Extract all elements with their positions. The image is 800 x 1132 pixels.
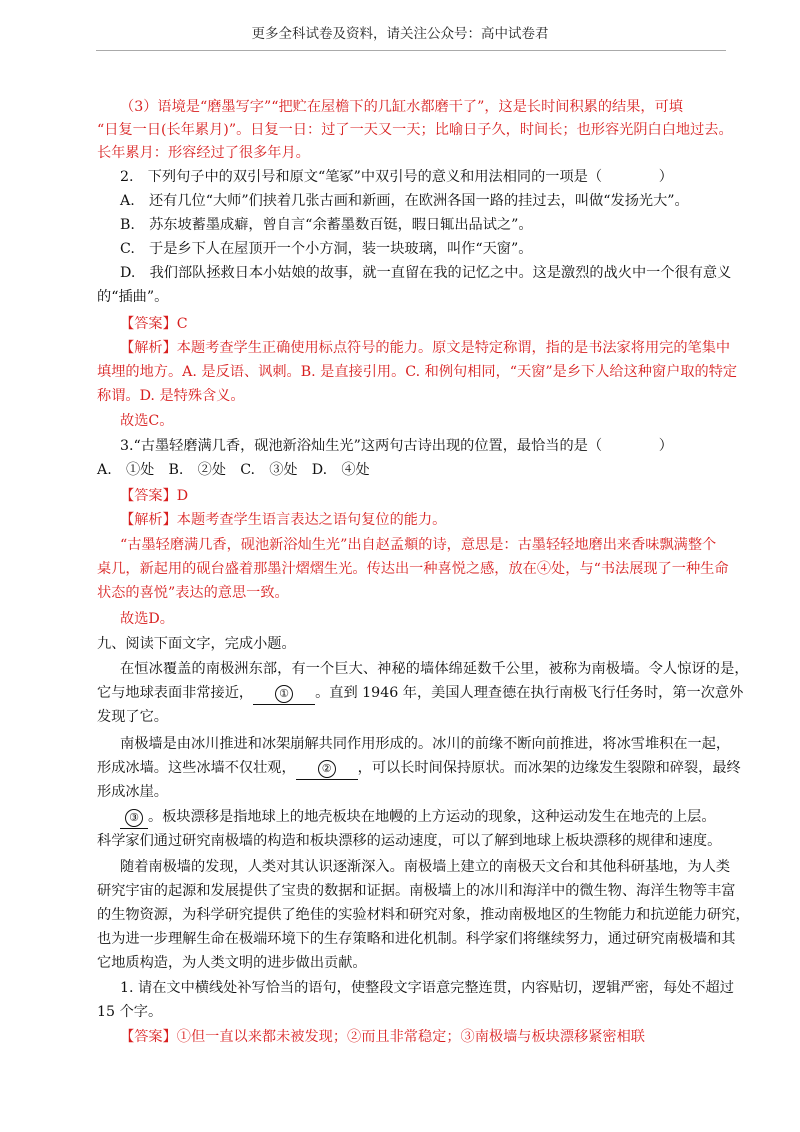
- passage-p1-line3: 发现了它。: [97, 709, 168, 725]
- passage-text: 它与地球表面非常接近，: [97, 685, 254, 701]
- analysis-text: 本题考查学生正确使用标点符号的能力。原文是特定称谓，指的是书法家将用完的笔集中: [176, 340, 731, 356]
- blank-number: ①: [275, 685, 293, 703]
- blank-number: ②: [318, 760, 336, 778]
- q3-analysis-line3: 桌几，新起用的砚台盛着那墨汁熠熠生光。传达出一种喜悦之感，放在④处，与“书法展现了一种生命: [97, 561, 729, 577]
- blank-number: ③: [125, 809, 143, 827]
- q3-answer: [120, 485, 188, 507]
- q2-option-d: D. 我们部队拯救日本小姑娘的故事，就一直留在我的记忆之中。这是激烈的战火中一个很有意义: [120, 265, 732, 281]
- q2-option-c: C. 于是乡下人在屋顶开一个小方洞，装一块玻璃，叫作“天窗”。: [120, 241, 533, 257]
- blank-1: [253, 682, 315, 705]
- q1-part3-line3: 长年累月：形容经过了很多年月。: [97, 145, 310, 161]
- q2-analysis-line1: [120, 337, 730, 359]
- q2-analysis-line2: 填埋的地方。A. 是反语、讽刺。B. 是直接引用。C. 和例句相同，“天窗”是乡下人给这种窗户取的特定: [97, 364, 738, 380]
- passage-p3-line2: 科学家们通过研究南极墙的构造和板块漂移的运动速度，可以了解到地球上板块漂移的规律和速度。: [97, 833, 722, 849]
- q2-option-d-cont: 的“插曲”。: [97, 289, 169, 305]
- page-header: 更多全科试卷及资料，请关注公众号：高中试卷君: [251, 26, 549, 42]
- answer-tag: 【答案】: [120, 316, 177, 332]
- s9q1-stem-line1: 1. 请在文中横线处补写恰当的语句，使整段文字语意完整连贯，内容贴切，逻辑严密，每处不超过: [120, 980, 734, 996]
- passage-p4-line2: 研究宇宙的起源和发展提供了宝贵的数据和证据。南极墙上的冰川和海洋中的微生物、海洋生物等丰富: [97, 883, 736, 899]
- passage-text: 形成冰墙。这些冰墙不仅壮观，: [97, 760, 296, 776]
- section9-title: 九、阅读下面文字，完成小题。: [97, 636, 296, 652]
- passage-p4-line5: 它地质构造，为人类文明的进步做出贡献。: [97, 955, 367, 971]
- passage-text: ，可以长时间保持原状。而冰架的边缘发生裂隙和碎裂，最终: [357, 760, 741, 776]
- passage-p1-line2: [97, 682, 743, 705]
- answer-value: ①但一直以来都未被发现；②而且非常稳定；③南极墙与板块漂移紧密相联: [176, 1029, 645, 1045]
- s9q1-stem-line2: 15 个字。: [97, 1004, 163, 1020]
- q3-stem: 3.“古墨轻磨满几香，砚池新浴灿生光”这两句古诗出现的位置，最恰当的是（ ）: [120, 438, 673, 454]
- q3-analysis-line2: “古墨轻磨满几香，砚池新浴灿生光”出自赵孟頫的诗，意思是：古墨轻轻地磨出来香味飘满整个: [120, 537, 717, 553]
- blank-3: [120, 806, 148, 829]
- passage-text: 。板块漂移是指地球上的地壳板块在地幔的上方运动的现象，这种运动发生在地壳的上层。: [148, 809, 716, 825]
- passage-p3-line1: [120, 806, 716, 829]
- passage-p2-line3: 形成冰崖。: [97, 784, 168, 800]
- analysis-text: 本题考查学生语言表达之语句复位的能力。: [176, 512, 447, 528]
- q3-analysis-line4: 状态的喜悦”表达的意思一致。: [97, 585, 289, 601]
- answer-value: D: [176, 488, 189, 504]
- passage-p1-line1: 在恒冰覆盖的南极洲东部，有一个巨大、神秘的墙体绵延数千公里，被称为南极墙。令人惊讶的是，: [120, 661, 749, 677]
- q2-conclusion: 故选C。: [120, 413, 174, 429]
- analysis-tag: 【解析】: [120, 340, 177, 356]
- analysis-tag: 【解析】: [120, 512, 177, 528]
- q2-stem: 2. 下列句子中的双引号和原文“笔冢”中双引号的意义和用法相同的一项是（ ）: [120, 169, 673, 185]
- passage-p4-line1: 随着南极墙的发现，人类对其认识逐渐深入。南极墙上建立的南极天文台和其他科研基地，为人类: [120, 859, 731, 875]
- passage-p4-line3: 的生物资源，为科学研究提供了绝佳的实验材料和研究对象，推动南极地区的生物能力和抗逆能力研究，: [97, 907, 750, 923]
- q1-part3-line2: “日复一日(长年累月)”。日复一日：过了一天又一天；比喻日子久，时间长；也形容光阴白白地过去。: [97, 122, 733, 138]
- q2-option-b: B. 苏东坡蓄墨成癖，曾自言“余蓄墨数百铤，暇日辄出品试之”。: [120, 217, 533, 233]
- answer-value: C: [176, 316, 188, 332]
- header-divider: [96, 50, 726, 51]
- q2-answer: [120, 313, 188, 335]
- answer-tag: 【答案】: [120, 1029, 177, 1045]
- q2-analysis-line3: 称谓。D. 是特殊含义。: [97, 388, 245, 404]
- answer-tag: 【答案】: [120, 488, 177, 504]
- passage-p2-line1: 南极墙是由冰川推进和冰架崩解共同作用形成的。冰川的前缘不断向前推进，将冰雪堆积在一起，: [120, 736, 731, 752]
- q1-part3-line1: （3）语境是“磨墨写字”“把贮在屋檐下的几缸水都磨干了”，这是长时间积累的结果，可填: [120, 99, 683, 115]
- q3-analysis-line1: [120, 509, 446, 531]
- q3-options: A. ①处 B. ②处 C. ③处 D. ④处: [97, 462, 370, 478]
- q3-conclusion: 故选D。: [120, 611, 174, 627]
- passage-p2-line2: [97, 757, 741, 780]
- passage-text: 。直到 1946 年，美国人理查德在执行南极飞行任务时，第一次意外: [315, 685, 744, 701]
- blank-2: [296, 757, 358, 780]
- s9q1-answer: [120, 1026, 645, 1048]
- q2-option-a: A. 还有几位“大师”们挟着几张古画和新画，在欧洲各国一路的挂过去，叫做“发扬光大”。: [120, 193, 689, 209]
- passage-p4-line4: 也为进一步理解生命在极端环境下的生存策略和进化机制。科学家们将继续努力，通过研究南极墙和其: [97, 931, 736, 947]
